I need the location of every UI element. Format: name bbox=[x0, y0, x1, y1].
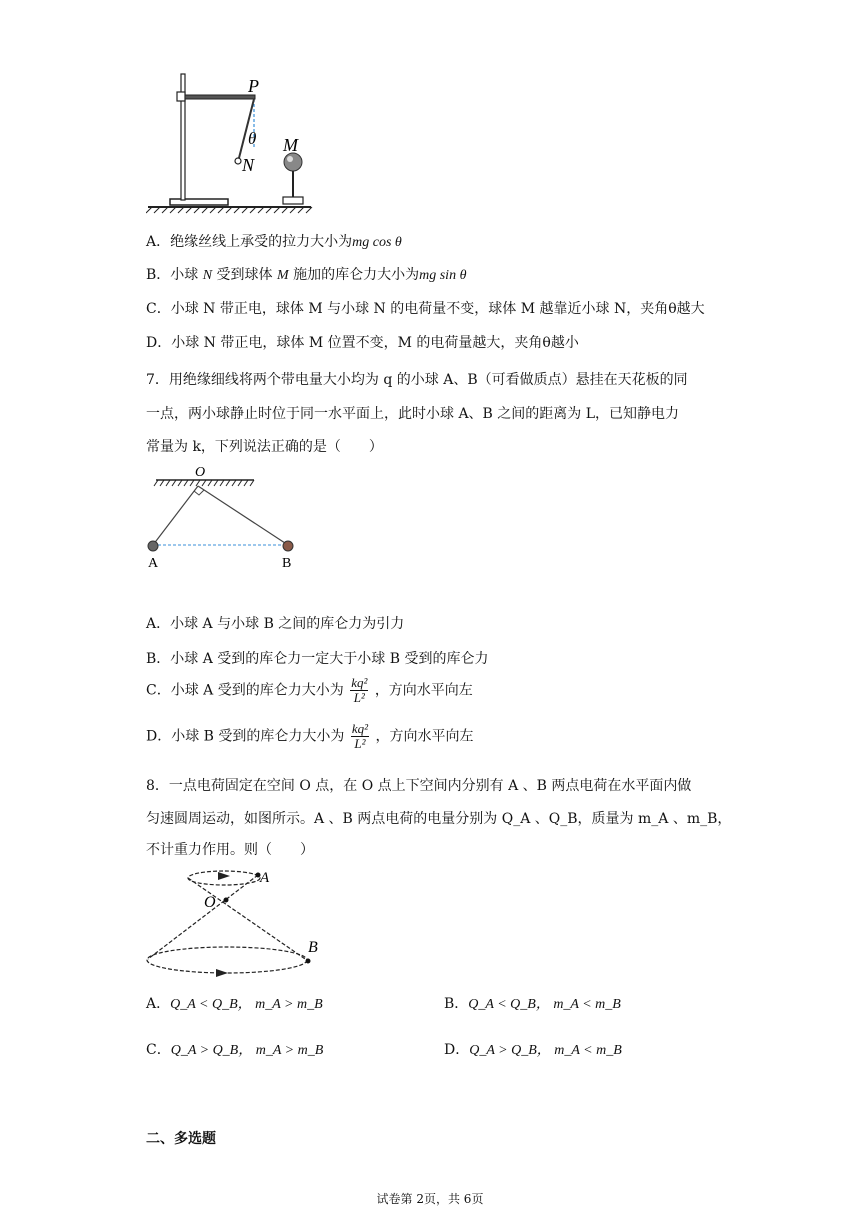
q6-option-b: B．小球 N 受到球体 M 施加的库仑力大小为mg sin θ bbox=[146, 267, 467, 283]
q7-stem-line1: 7．用绝缘细线将两个带电量大小均为 q 的小球 A、B（可看做质点）悬挂在天花板的同 bbox=[146, 372, 688, 388]
q6-a-formula: mg cos θ bbox=[352, 235, 402, 250]
q7-option-c: C．小球 A 受到的库仑力大小为 $\frac{\text{kq²}}{\text{L²}}$ ，方向水平向左 bbox=[146, 675, 473, 705]
q7-c-fraction: $\frac{\text{kq²}}{\text{L²}}$ bbox=[351, 675, 368, 705]
q7-d-fraction: $\frac{\text{kq²}}{\text{L²}}$ bbox=[351, 721, 369, 751]
section-heading: 二、多选题 bbox=[146, 1131, 216, 1147]
q6-option-d: D．小球 N 带正电，球体 M 位置不变，M 的电荷量越大，夹角θ越小 bbox=[146, 335, 579, 351]
q8-stem-line3: 不计重力作用。则（ ） bbox=[146, 842, 314, 858]
label-B: B bbox=[282, 556, 292, 571]
q7-option-d: D．小球 B 受到的库仑力大小为 $\frac{\text{kq²}}{\text{L²}}$ ，方向水平向左 bbox=[146, 721, 474, 751]
q7-option-b: B．小球 A 受到的库仑力一定大于小球 B 受到的库仑力 bbox=[146, 651, 489, 667]
label-B: B bbox=[308, 939, 318, 956]
q7-stem-line2: 一点，两小球静止时位于同一水平面上，此时小球 A、B 之间的距离为 L，已知静电力 bbox=[146, 406, 680, 422]
q6-b-formula: mg sin θ bbox=[419, 268, 467, 283]
q7-figure bbox=[140, 462, 310, 574]
label-N: N bbox=[242, 155, 255, 175]
q8-stem-line2: 匀速圆周运动，如图所示。A 、B 两点电荷的电量分别为 Q_A 、Q_B，质量为 m_A 、m_B， bbox=[146, 811, 732, 827]
label-M: M bbox=[283, 135, 298, 155]
q8-stem-line1: 8．一点电荷固定在空间 O 点，在 O 点上下空间内分别有 A 、B 两点电荷在水平面内做 bbox=[146, 778, 692, 794]
label-A: A bbox=[260, 870, 270, 886]
q6-option-c: C．小球 N 带正电，球体 M 与小球 N 的电荷量不变，球体 M 越靠近小球 N，夹角θ越大 bbox=[146, 301, 705, 317]
label-O: O bbox=[195, 465, 206, 480]
q8-figure bbox=[140, 860, 340, 980]
q6-option-a: A．绝缘丝线上承受的拉力大小为mg cos θ bbox=[146, 234, 402, 250]
q8-option-b: B．Q_A < Q_B， m_A < m_B bbox=[444, 996, 621, 1012]
label-A: A bbox=[148, 556, 159, 571]
q6-figure bbox=[146, 70, 316, 215]
q8-option-c: C．Q_A > Q_B， m_A > m_B bbox=[146, 1042, 324, 1058]
label-O: O bbox=[204, 894, 216, 911]
q7-option-a: A．小球 A 与小球 B 之间的库仑力为引力 bbox=[146, 616, 405, 632]
label-P: P bbox=[248, 76, 259, 96]
label-theta: θ bbox=[248, 129, 257, 148]
q7-stem-line3: 常量为 k，下列说法正确的是（ ） bbox=[146, 439, 383, 455]
q8-option-a: A．Q_A < Q_B， m_A > m_B bbox=[146, 996, 323, 1012]
page-footer: 试卷第 2页，共 6页 bbox=[376, 1192, 484, 1206]
q8-option-d: D．Q_A > Q_B， m_A < m_B bbox=[444, 1042, 622, 1058]
